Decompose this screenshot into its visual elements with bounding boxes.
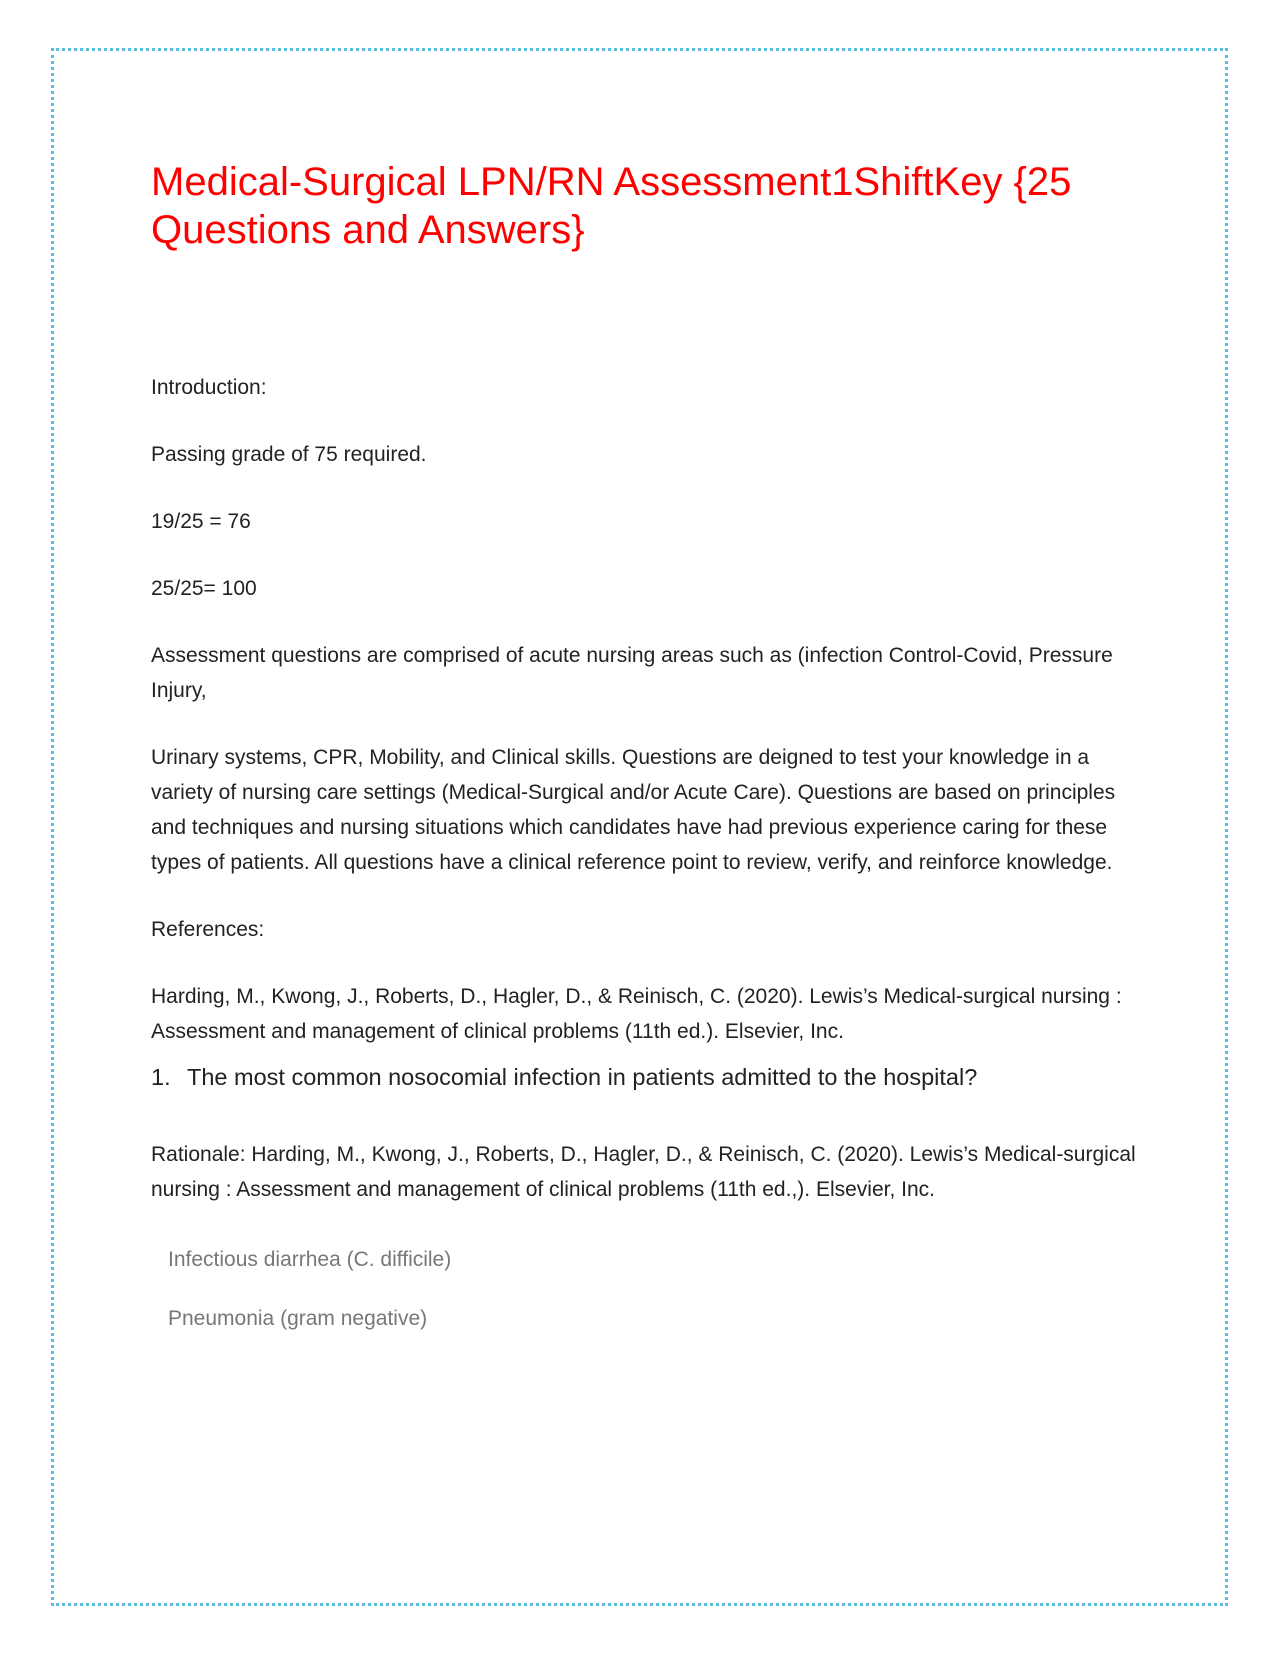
answer-option[interactable]: Pneumonia (gram negative) [168, 1307, 428, 1330]
assessment-details-text: Urinary systems, CPR, Mobility, and Clinical skills. Questions are deigned to test your knowledge in a variety of nursing care settings (Medical-Surgical and/or Acute Care). Questions are based on principles and techniques and nursing situations which candidates have had previous experience caring for these types of patients. All questions have a clinical reference point to review, verify, and reinforce knowledge. [151, 746, 1116, 874]
question-rationale: Rationale: Harding, M., Kwong, J., Roberts, D., Hagler, D., & Reinisch, C. (2020). Lewis’s Medical-surgical nursing : Assessment and management of clinical problems (11th ed.,). Elsevier, Inc. [151, 1143, 1136, 1201]
reference-citation: Harding, M., Kwong, J., Roberts, D., Hagler, D., & Reinisch, C. (2020). Lewis’s Medical-surgical nursing : Assessment and management of clinical problems (11th ed.). Elsevier, Inc. [151, 985, 1122, 1043]
question-1 [151, 1059, 1151, 1095]
intro-label: Introduction: [151, 376, 267, 399]
passing-grade-text: Passing grade of 75 required. [151, 443, 427, 466]
references-label: References: [151, 918, 265, 941]
score-example-1: 19/25 = 76 [151, 510, 251, 533]
question-text: The most common nosocomial infection in patients admitted to the hospital? [187, 1064, 978, 1090]
document-body [151, 158, 1151, 1334]
score-example-2: 25/25= 100 [151, 577, 257, 600]
answer-option[interactable]: Infectious diarrhea (C. difficile) [168, 1248, 452, 1271]
question-number: 1. [151, 1064, 171, 1090]
document-title: Medical-Surgical LPN/RN Assessment1ShiftKey {25 Questions and Answers} [151, 160, 1072, 252]
assessment-areas-text: Assessment questions are comprised of acute nursing areas such as (infection Control-Covid, Pressure Injury, [151, 644, 1113, 702]
